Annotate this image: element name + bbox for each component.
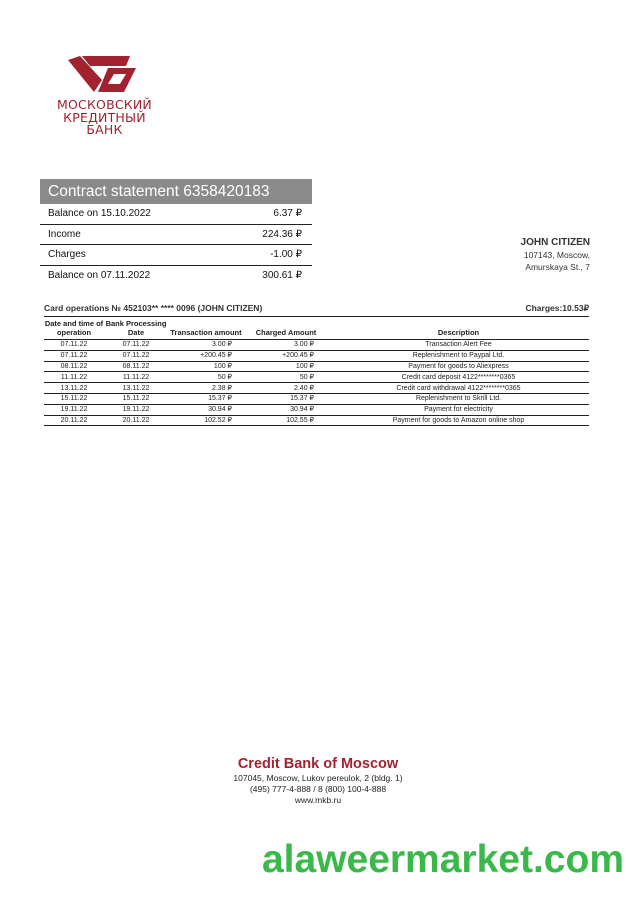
cell-transaction: 2.38 ₽ xyxy=(168,383,244,394)
cell-description: Replenishment to Paypal Ltd. xyxy=(328,350,589,361)
cell-processing: 19.11.22 xyxy=(104,404,168,415)
bank-footer xyxy=(0,756,636,805)
balance-row-opening xyxy=(40,204,312,225)
balance-label: Balance on 15.10.2022 xyxy=(48,208,151,219)
cell-processing: 11.11.22 xyxy=(104,372,168,383)
balance-value: 300.61 ₽ xyxy=(262,269,302,281)
cell-charged: +200.45 ₽ xyxy=(244,350,328,361)
cell-date: 07.11.22 xyxy=(44,350,104,361)
cell-processing: 07.11.22 xyxy=(104,340,168,351)
balance-value: 6.37 ₽ xyxy=(273,208,302,219)
table-row xyxy=(44,350,589,361)
cell-description: Credit card deposit 4122********0365 xyxy=(328,372,589,383)
table-row xyxy=(44,415,589,426)
logo-line-2: КРЕДИТНЫЙ xyxy=(63,109,146,125)
card-operations-title: Card operations № 452103** **** 0096 (JOHN CITIZEN) xyxy=(44,303,263,313)
cell-charged: 50 ₽ xyxy=(244,372,328,383)
balance-label: Income xyxy=(48,228,81,240)
cell-transaction: 102.52 ₽ xyxy=(168,415,244,426)
cell-processing: 08.11.22 xyxy=(104,361,168,372)
operations-table xyxy=(44,319,589,426)
cell-description: Payment for electricity xyxy=(328,404,589,415)
col-header-charged: Charged Amount xyxy=(244,319,328,340)
cell-transaction: 15.37 ₽ xyxy=(168,393,244,404)
balance-value: -1.00 ₽ xyxy=(270,249,302,260)
col-header-description: Description xyxy=(328,319,589,340)
col-header-date: Date and time of operation xyxy=(44,319,104,340)
charges-total: Charges:10.53₽ xyxy=(525,303,589,313)
cell-description: Replenishment to Skrill Ltd. xyxy=(328,393,589,404)
cell-charged: 102.55 ₽ xyxy=(244,415,328,426)
balance-label: Balance on 07.11.2022 xyxy=(48,269,151,281)
cell-date: 07.11.22 xyxy=(44,340,104,351)
balance-summary xyxy=(40,204,312,285)
card-operations-header xyxy=(44,303,589,316)
cell-transaction: 30.94 ₽ xyxy=(168,404,244,415)
customer-address-2: Amurskaya St., 7 xyxy=(525,262,590,272)
cell-charged: 3.00 ₽ xyxy=(244,340,328,351)
cell-transaction: +200.45 ₽ xyxy=(168,350,244,361)
cell-date: 13.11.22 xyxy=(44,383,104,394)
divider xyxy=(44,316,589,317)
customer-address-1: 107143, Moscow, xyxy=(523,250,590,260)
bank-logo-icon xyxy=(68,52,138,94)
watermark: alaweermarket.com xyxy=(261,838,624,881)
footer-address: 107045, Moscow, Lukov pereulok, 2 (bldg. 1) xyxy=(233,773,403,783)
footer-website[interactable]: www.mkb.ru xyxy=(294,795,342,805)
table-row xyxy=(44,404,589,415)
customer-name: JOHN CITIZEN xyxy=(520,237,590,248)
cell-date: 15.11.22 xyxy=(44,393,104,404)
balance-label: Charges xyxy=(48,249,86,260)
cell-description: Payment for goods to Amazon online shop xyxy=(328,415,589,426)
table-row xyxy=(44,340,589,351)
cell-date: 20.11.22 xyxy=(44,415,104,426)
balance-row-closing xyxy=(40,266,312,286)
table-header-row xyxy=(44,319,589,340)
table-row xyxy=(44,361,589,372)
table-row xyxy=(44,372,589,383)
logo-line-3: БАНК xyxy=(86,122,123,137)
footer-bank-name: Credit Bank of Moscow xyxy=(237,756,399,772)
cell-charged: 2.40 ₽ xyxy=(244,383,328,394)
cell-transaction: 100 ₽ xyxy=(168,361,244,372)
cell-date: 11.11.22 xyxy=(44,372,104,383)
footer-phones: (495) 777-4-888 / 8 (800) 100-4-888 xyxy=(249,784,387,794)
cell-processing: 13.11.22 xyxy=(104,383,168,394)
cell-transaction: 3.00 ₽ xyxy=(168,340,244,351)
cell-processing: 20.11.22 xyxy=(104,415,168,426)
table-row xyxy=(44,383,589,394)
bank-logo-wordmark xyxy=(42,99,167,137)
cell-charged: 30.94 ₽ xyxy=(244,404,328,415)
cell-charged: 100 ₽ xyxy=(244,361,328,372)
col-header-transaction: Transaction amount xyxy=(168,319,244,340)
balance-row-income xyxy=(40,225,312,246)
cell-description: Transaction Alert Fee xyxy=(328,340,589,351)
cell-date: 08.11.22 xyxy=(44,361,104,372)
customer-block xyxy=(521,237,590,272)
cell-processing: 15.11.22 xyxy=(104,393,168,404)
cell-processing: 07.11.22 xyxy=(104,350,168,361)
cell-transaction: 50 ₽ xyxy=(168,372,244,383)
col-header-processing: Bank Processing Date xyxy=(104,319,168,340)
table-row xyxy=(44,393,589,404)
cell-description: Credit card withdrawal 4122********0365 xyxy=(328,383,589,394)
cell-description: Payment for goods to Aliexpress xyxy=(328,361,589,372)
cell-date: 19.11.22 xyxy=(44,404,104,415)
balance-value: 224.36 ₽ xyxy=(262,228,302,240)
operations-body xyxy=(44,340,589,426)
cell-charged: 15.37 ₽ xyxy=(244,393,328,404)
contract-statement-title: Contract statement 6358420183 xyxy=(40,179,312,204)
logo-line-1: МОСКОВСКИЙ xyxy=(57,97,152,112)
balance-row-charges xyxy=(40,245,312,266)
